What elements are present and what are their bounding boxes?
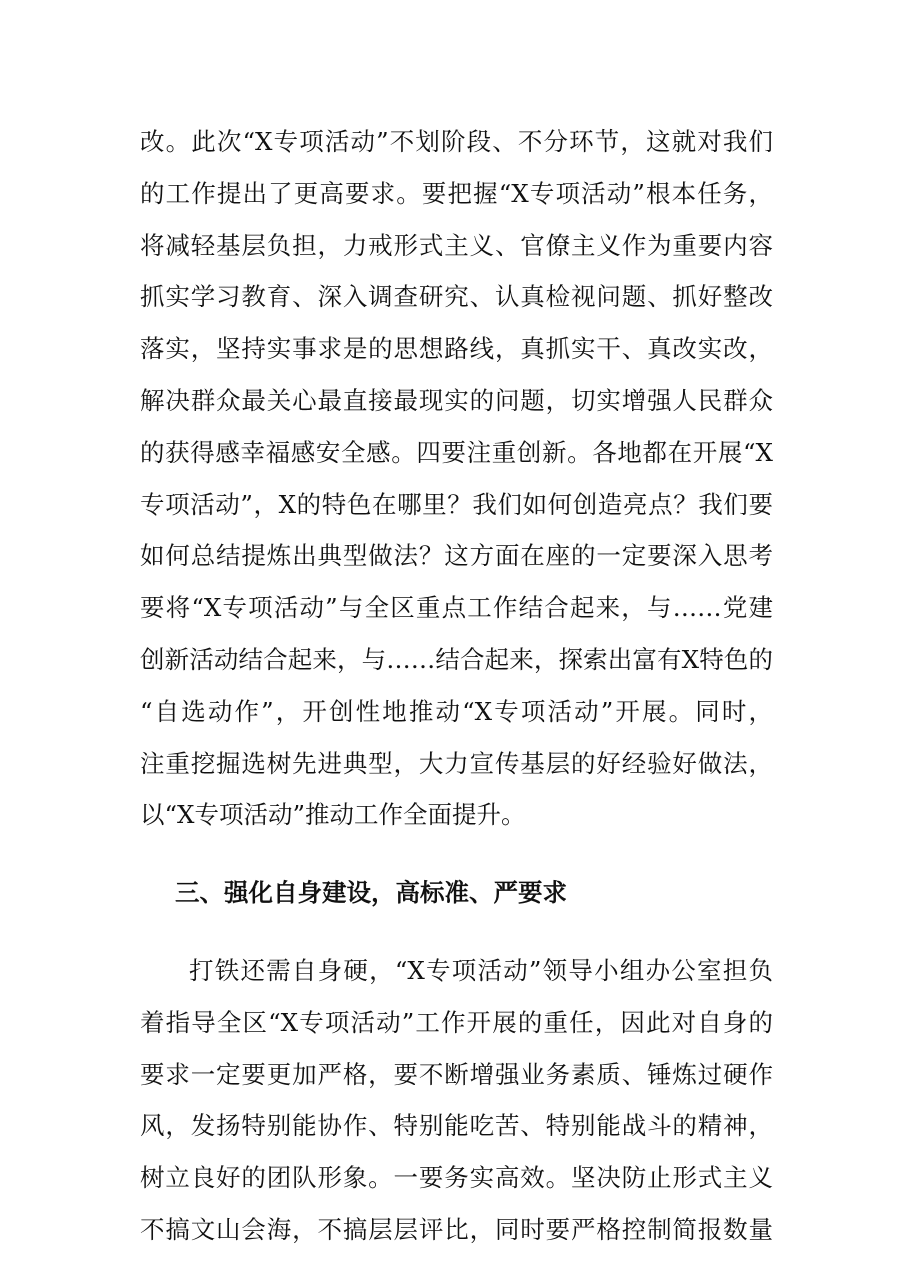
text-line: 将减轻基层负担，力戒形式主义、官僚主义作为重要内容 xyxy=(140,230,773,260)
text-line: 树立良好的团队形象。一要务实高效。坚决防止形式主义 xyxy=(140,1163,773,1193)
text-line: 打铁还需自身硬，“X专项活动”领导小组办公室担负 xyxy=(189,955,773,985)
text-line: 的获得感幸福感安全感。四要注重创新。各地都在开展“X xyxy=(140,437,773,467)
text-line: 如何总结提炼出典型做法？这方面在座的一定要深入思考 xyxy=(140,541,773,571)
section-heading: 三、强化自身建设，高标准、严要求 xyxy=(175,878,567,908)
paragraph-1 xyxy=(140,116,773,841)
text-line: 创新活动结合起来，与……结合起来，探索出富有X特色的 xyxy=(140,644,773,674)
text-line: 注重挖掘选树先进典型，大力宣传基层的好经验好做法， xyxy=(140,748,773,778)
text-line: 要将“X专项活动”与全区重点工作结合起来，与……党建 xyxy=(140,593,773,623)
text-line: 改。此次“X专项活动”不划阶段、不分环节，这就对我们 xyxy=(140,127,773,156)
text-line: 着指导全区“X专项活动”工作开展的重任，因此对自身的 xyxy=(140,1007,773,1037)
text-line: 的工作提出了更高要求。要把握“X专项活动”根本任务， xyxy=(140,178,773,208)
text-line: 要求一定要更加严格，要不断增强业务素质、锤炼过硬作 xyxy=(140,1059,773,1089)
text-line: 风，发扬特别能协作、特别能吃苦、特别能战斗的精神， xyxy=(140,1111,773,1141)
paragraph-2 xyxy=(140,945,773,1256)
text-line: 落实，坚持实事求是的思想路线，真抓实干、真改实改， xyxy=(140,334,773,364)
text-line: 抓实学习教育、深入调查研究、认真检视问题、抓好整改 xyxy=(140,282,773,312)
text-line: 以“X专项活动”推动工作全面提升。 xyxy=(140,800,526,830)
text-line: 不搞文山会海，不搞层层评比，同时要严格控制简报数量 xyxy=(140,1214,773,1244)
text-line: “自选动作”，开创性地推动“X专项活动”开展。同时， xyxy=(140,696,773,726)
text-line: 专项活动”，X的特色在哪里？我们如何创造亮点？我们要 xyxy=(140,489,773,519)
text-line: 解决群众最关心最直接最现实的问题，切实增强人民群众 xyxy=(140,385,773,415)
